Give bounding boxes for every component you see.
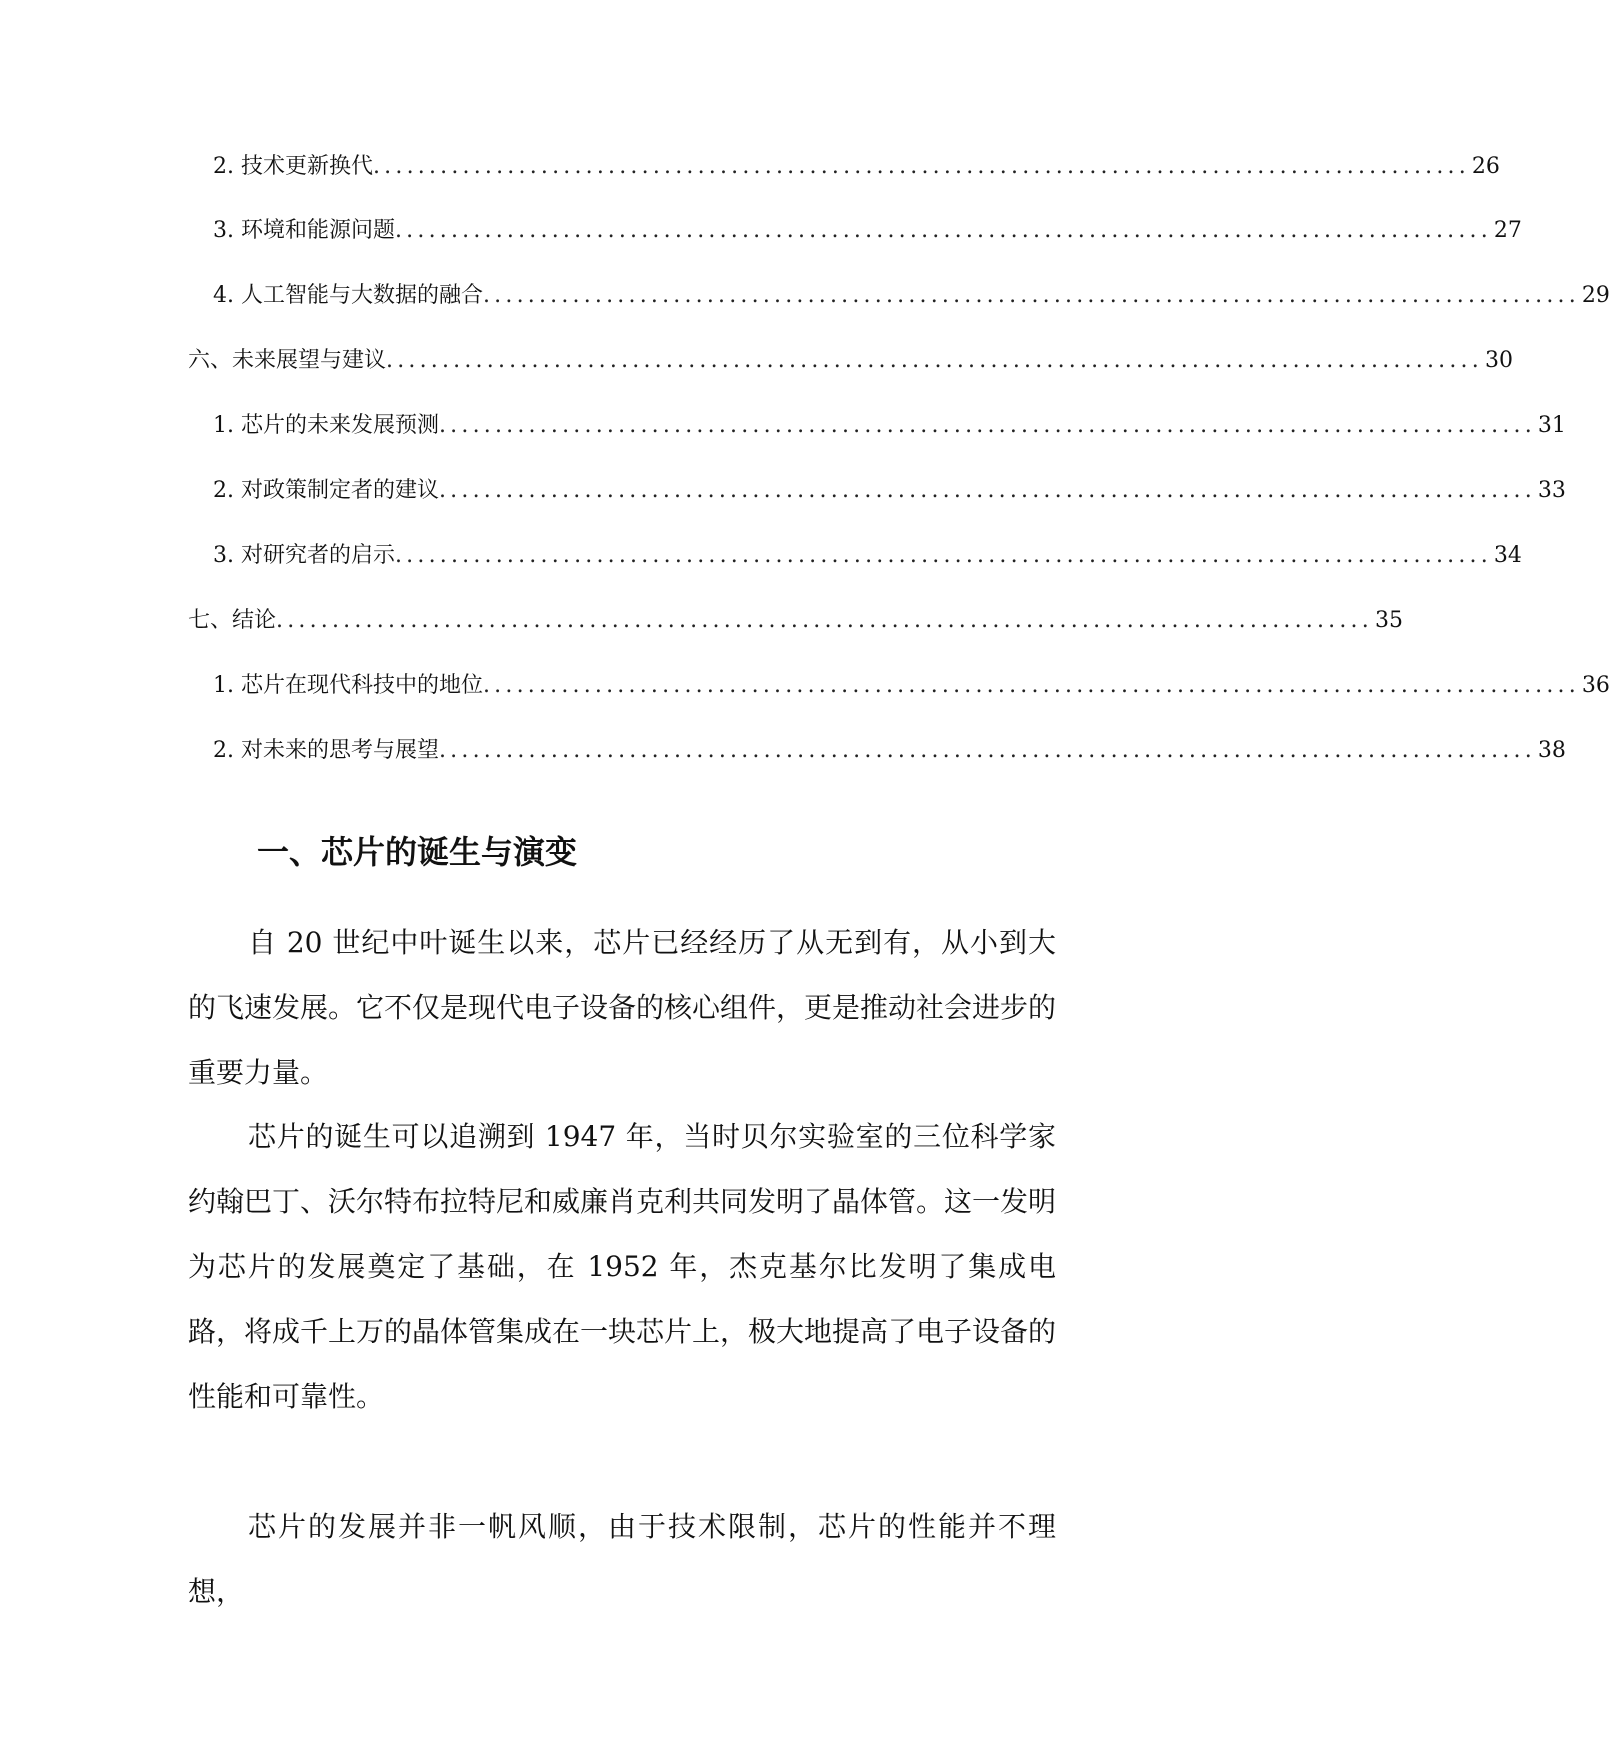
toc-entry[interactable] xyxy=(213,152,1500,182)
toc-leader-dots: .................................................................................................. xyxy=(482,283,1580,308)
toc-entry-page: 35 xyxy=(1374,608,1403,633)
body-paragraph: 芯片的诞生可以追溯到 1947 年，当时贝尔实验室的三位科学家约翰巴丁、沃尔特布拉特尼和威廉肖克利共同发明了晶体管。这一发明为芯片的发展奠定了基础，在 1952 年，杰克基尔比发明了集成电路，将成千上万的晶体管集成在一块芯片上，极大地提高了电子设备的性能和可靠性。 xyxy=(188,1120,1057,1413)
body-paragraph: 芯片的发展并非一帆风顺，由于技术限制，芯片的性能并不理想， xyxy=(188,1510,1056,1608)
toc-entry[interactable] xyxy=(213,476,1566,506)
toc-entry-title: 2. 技术更新换代 xyxy=(213,154,373,179)
toc-leader-dots: .................................................................................................. xyxy=(372,154,1470,179)
toc-entry[interactable] xyxy=(213,216,1522,246)
toc-leader-dots: .................................................................................................. xyxy=(276,608,1373,633)
toc-entry-page: 29 xyxy=(1581,283,1610,308)
toc-leader-dots: .................................................................................................. xyxy=(438,413,1536,438)
toc-entry-title: 3. 环境和能源问题 xyxy=(213,218,395,243)
toc-entry[interactable] xyxy=(188,606,1403,636)
toc-entry-title: 七、结论 xyxy=(188,608,277,633)
toc-entry-page: 38 xyxy=(1537,738,1566,763)
toc-entry-page: 30 xyxy=(1484,348,1513,373)
toc-entry-page: 31 xyxy=(1537,413,1566,438)
toc-entry-title: 六、未来展望与建议 xyxy=(188,348,387,373)
toc-leader-dots: .................................................................................................. xyxy=(394,218,1492,243)
toc-entry-page: 36 xyxy=(1581,673,1610,698)
toc-entry-title: 2. 对未来的思考与展望 xyxy=(213,738,439,763)
toc-entry-title: 2. 对政策制定者的建议 xyxy=(213,478,439,503)
toc-entry-page: 27 xyxy=(1493,218,1522,243)
toc-entry-page: 34 xyxy=(1493,543,1522,568)
toc-entry[interactable] xyxy=(213,541,1522,571)
toc-entry-title: 4. 人工智能与大数据的融合 xyxy=(213,283,483,308)
toc-leader-dots: .................................................................................................. xyxy=(482,673,1580,698)
toc-entry[interactable] xyxy=(213,411,1566,441)
toc-entry[interactable] xyxy=(213,281,1610,311)
toc-entry-title: 1. 芯片的未来发展预测 xyxy=(213,413,439,438)
toc-entry-title: 3. 对研究者的启示 xyxy=(213,543,395,568)
toc-entry-page: 33 xyxy=(1537,478,1566,503)
toc-leader-dots: .................................................................................................. xyxy=(438,478,1536,503)
toc-entry[interactable] xyxy=(188,346,1513,376)
toc-leader-dots: .................................................................................................. xyxy=(386,348,1483,373)
toc-entry[interactable] xyxy=(213,736,1566,766)
section-heading: 一、芯片的诞生与演变 xyxy=(257,833,578,871)
body-paragraph: 自 20 世纪中叶诞生以来，芯片已经经历了从无到有，从小到大的飞速发展。它不仅是现代电子设备的核心组件，更是推动社会进步的重要力量。 xyxy=(188,926,1057,1089)
toc-leader-dots: .................................................................................................. xyxy=(438,738,1536,763)
toc-entry-page: 26 xyxy=(1471,154,1500,179)
toc-entry-title: 1. 芯片在现代科技中的地位 xyxy=(213,673,483,698)
toc-leader-dots: .................................................................................................. xyxy=(394,543,1492,568)
toc-entry[interactable] xyxy=(213,671,1610,701)
